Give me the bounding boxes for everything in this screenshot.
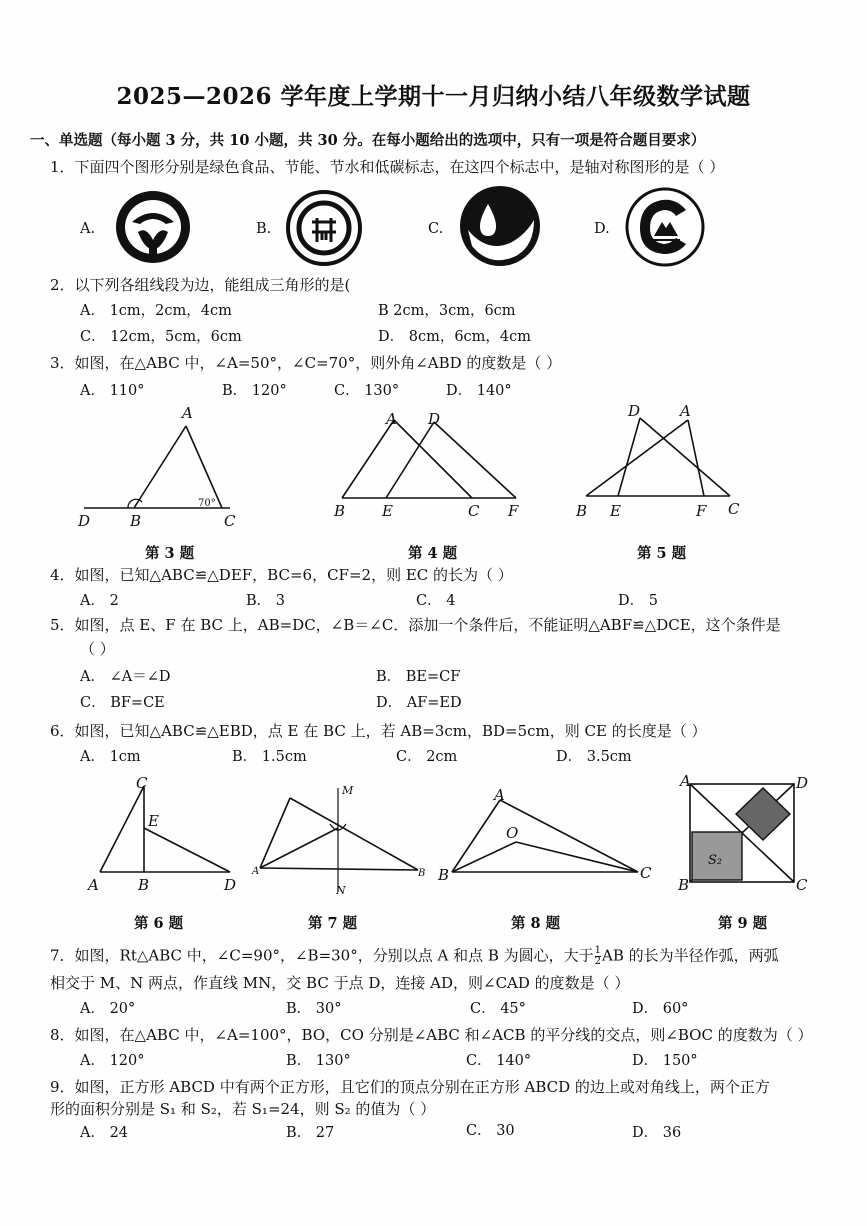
fig5-label-c: C	[728, 500, 740, 518]
figure-5-caption: 第 5 题	[637, 545, 687, 562]
fig4-label-d: D	[428, 410, 441, 428]
fig4-label-e: E	[382, 502, 393, 520]
q9-option-b: B． 27	[286, 1125, 335, 1141]
q5-stem-continued: （ ）	[80, 640, 115, 658]
q5-option-c: C． BF=CE	[80, 695, 165, 711]
q5-stem: 5．如图，点 E、F 在 BC 上，AB=DC，∠B＝∠C．添加一个条件后，不能证明△ABF≌△DCE，这个条件是	[50, 616, 781, 634]
fig4-label-c: C	[468, 502, 480, 520]
figure-3-caption: 第 3 题	[145, 545, 195, 562]
q7-option-b: B． 30°	[286, 1001, 342, 1017]
q7-option-c: C． 45°	[470, 1001, 526, 1017]
figure-9-caption: 第 9 题	[718, 915, 768, 932]
q7-fraction	[595, 946, 601, 967]
fig8-label-o: O	[506, 824, 519, 842]
q7-stem-part2: AB 的长为半径作弧，两弧	[602, 946, 779, 965]
q2-option-c: C． 12cm，5cm，6cm	[80, 329, 242, 345]
fig5-label-f: F	[696, 502, 707, 520]
q3-stem: 3．如图，在△ABC 中，∠A=50°，∠C=70°，则外角∠ABD 的度数是（ ）	[50, 354, 562, 372]
q4-option-c: C． 4	[416, 593, 456, 609]
fig9-label-c: C	[796, 876, 808, 892]
q2-option-b: B 2cm，3cm，6cm	[378, 303, 516, 319]
q4-stem: 4．如图，已知△ABC≌△DEF，BC=6，CF=2，则 EC 的长为（ ）	[50, 566, 513, 584]
q9-stem-line2: 形的面积分别是 S₁ 和 S₂，若 S₁=24，则 S₂ 的值为（ ）	[50, 1100, 436, 1118]
q8-stem: 8．如图，在△ABC 中，∠A=100°，BO，CO 分别是∠ABC 和∠ACB 的平分线的交点，则∠BOC 的度数为（ ）	[50, 1026, 813, 1044]
figure-6-caption: 第 6 题	[134, 915, 184, 932]
fig9-label-s2: S₂	[708, 853, 723, 868]
energy-saving-logo-icon	[284, 188, 364, 268]
fig4-label-a: A	[386, 410, 397, 428]
q5-option-d: D． AF=ED	[376, 695, 462, 711]
fig7-label-n: N	[336, 884, 346, 897]
q1-option-b: B.	[256, 221, 272, 237]
q6-option-a: A． 1cm	[80, 749, 141, 765]
q6-option-d: D． 3.5cm	[556, 749, 632, 765]
q7-stem-line1	[50, 946, 779, 967]
q1-option-c: C.	[428, 221, 444, 237]
fig6-label-a: A	[88, 876, 99, 894]
green-food-logo-icon	[112, 188, 194, 266]
q5-option-a: A． ∠A＝∠D	[80, 669, 171, 685]
fig7-label-m: M	[342, 784, 354, 797]
fig8-label-b: B	[438, 866, 450, 884]
q8-option-d: D． 150°	[632, 1053, 698, 1069]
figure-7	[250, 780, 430, 898]
q3-option-a: A． 110°	[80, 383, 145, 399]
figure-5	[572, 400, 752, 526]
fig6-label-c: C	[136, 774, 148, 792]
fig4-label-b: B	[334, 502, 346, 520]
q3-option-b: B． 120°	[222, 383, 287, 399]
q9-stem-line1: 9．如图，正方形 ABCD 中有两个正方形，且它们的顶点分别在正方形 ABCD 的边上或对角线上，两个正方	[50, 1078, 770, 1096]
q3-option-c: C． 130°	[334, 383, 400, 399]
fig3-angle-label: 70°	[198, 498, 216, 509]
fig9-label-d: D	[796, 774, 809, 792]
q6-option-b: B． 1.5cm	[232, 749, 307, 765]
fig5-label-e: E	[610, 502, 621, 520]
figure-7-caption: 第 7 题	[308, 915, 358, 932]
figure-3	[74, 402, 254, 532]
q1-stem: 1．下面四个图形分别是绿色食品、节能、节水和低碳标志，在这四个标志中，是轴对称图形的是（ ）	[50, 158, 725, 176]
figure-4	[330, 402, 530, 524]
q7-option-d: D． 60°	[632, 1001, 689, 1017]
fig3-label-a: A	[182, 404, 193, 422]
fig9-label-b: B	[678, 876, 690, 892]
fig5-label-a: A	[680, 402, 691, 420]
fig5-label-d: D	[628, 402, 641, 420]
q1-option-d: D.	[594, 221, 610, 237]
fig9-label-a: A	[680, 772, 691, 790]
low-carbon-logo-icon	[624, 186, 706, 268]
q7-stem-part1: 7．如图，Rt△ABC 中，∠C=90°，∠B=30°，分别以点 A 和点 B 为圆心，大于	[50, 946, 594, 965]
q1-option-a: A.	[80, 221, 96, 237]
q9-option-d: D． 36	[632, 1125, 682, 1141]
fig6-label-d: D	[224, 876, 237, 894]
q2-option-a: A． 1cm，2cm，4cm	[80, 303, 232, 319]
fig7-label-a: A	[252, 866, 260, 877]
q4-option-a: A． 2	[80, 593, 119, 609]
figure-8	[436, 786, 656, 888]
q8-option-a: A． 120°	[80, 1053, 145, 1069]
fig8-label-c: C	[640, 864, 652, 882]
q2-stem: 2．以下列各组线段为边，能组成三角形的是(	[50, 276, 351, 294]
q8-option-b: B． 130°	[286, 1053, 351, 1069]
q7-stem-line2: 相交于 M、N 两点，作直线 MN，交 BC 于点 D，连接 AD，则∠CAD 的度数是（ ）	[50, 974, 630, 992]
figure-4-caption: 第 4 题	[408, 545, 458, 562]
q7-fraction-denominator: 2	[594, 956, 602, 967]
figure-6	[84, 772, 244, 896]
fig4-label-f: F	[508, 502, 519, 520]
figure-8-caption: 第 8 题	[511, 915, 561, 932]
q6-stem: 6．如图，已知△ABC≌△EBD，点 E 在 BC 上，若 AB=3cm，BD=5cm，则 CE 的长度是（ ）	[50, 722, 707, 740]
figure-9	[676, 772, 816, 892]
q4-option-b: B． 3	[246, 593, 285, 609]
section-heading: 一、单选题（每小题 3 分，共 10 小题，共 30 分。在每小题给出的选项中，只有一项是符合题目要求）	[30, 132, 706, 149]
q3-option-d: D． 140°	[446, 383, 512, 399]
fig3-label-c: C	[224, 512, 236, 530]
q5-option-b: B． BE=CF	[376, 669, 461, 685]
q7-option-a: A． 20°	[80, 1001, 136, 1017]
fig6-label-b: B	[138, 876, 150, 894]
fig8-label-a: A	[494, 786, 505, 804]
exam-title: 2025—2026 学年度上学期十一月归纳小结八年级数学试题	[116, 83, 751, 110]
q4-option-d: D． 5	[618, 593, 658, 609]
q2-option-d: D． 8cm，6cm，4cm	[378, 329, 532, 345]
q6-option-c: C． 2cm	[396, 749, 458, 765]
fig5-label-b: B	[576, 502, 588, 520]
q9-option-a: A． 24	[80, 1125, 129, 1141]
fig6-label-e: E	[148, 812, 159, 830]
fig3-label-b: B	[130, 512, 142, 530]
fig3-label-d: D	[78, 512, 91, 530]
fig7-label-b: B	[418, 868, 426, 879]
water-saving-logo-icon	[458, 184, 542, 268]
q7-fraction-numerator: 1	[594, 945, 602, 956]
q9-option-c: C． 30	[466, 1123, 515, 1139]
q8-option-c: C． 140°	[466, 1053, 532, 1069]
